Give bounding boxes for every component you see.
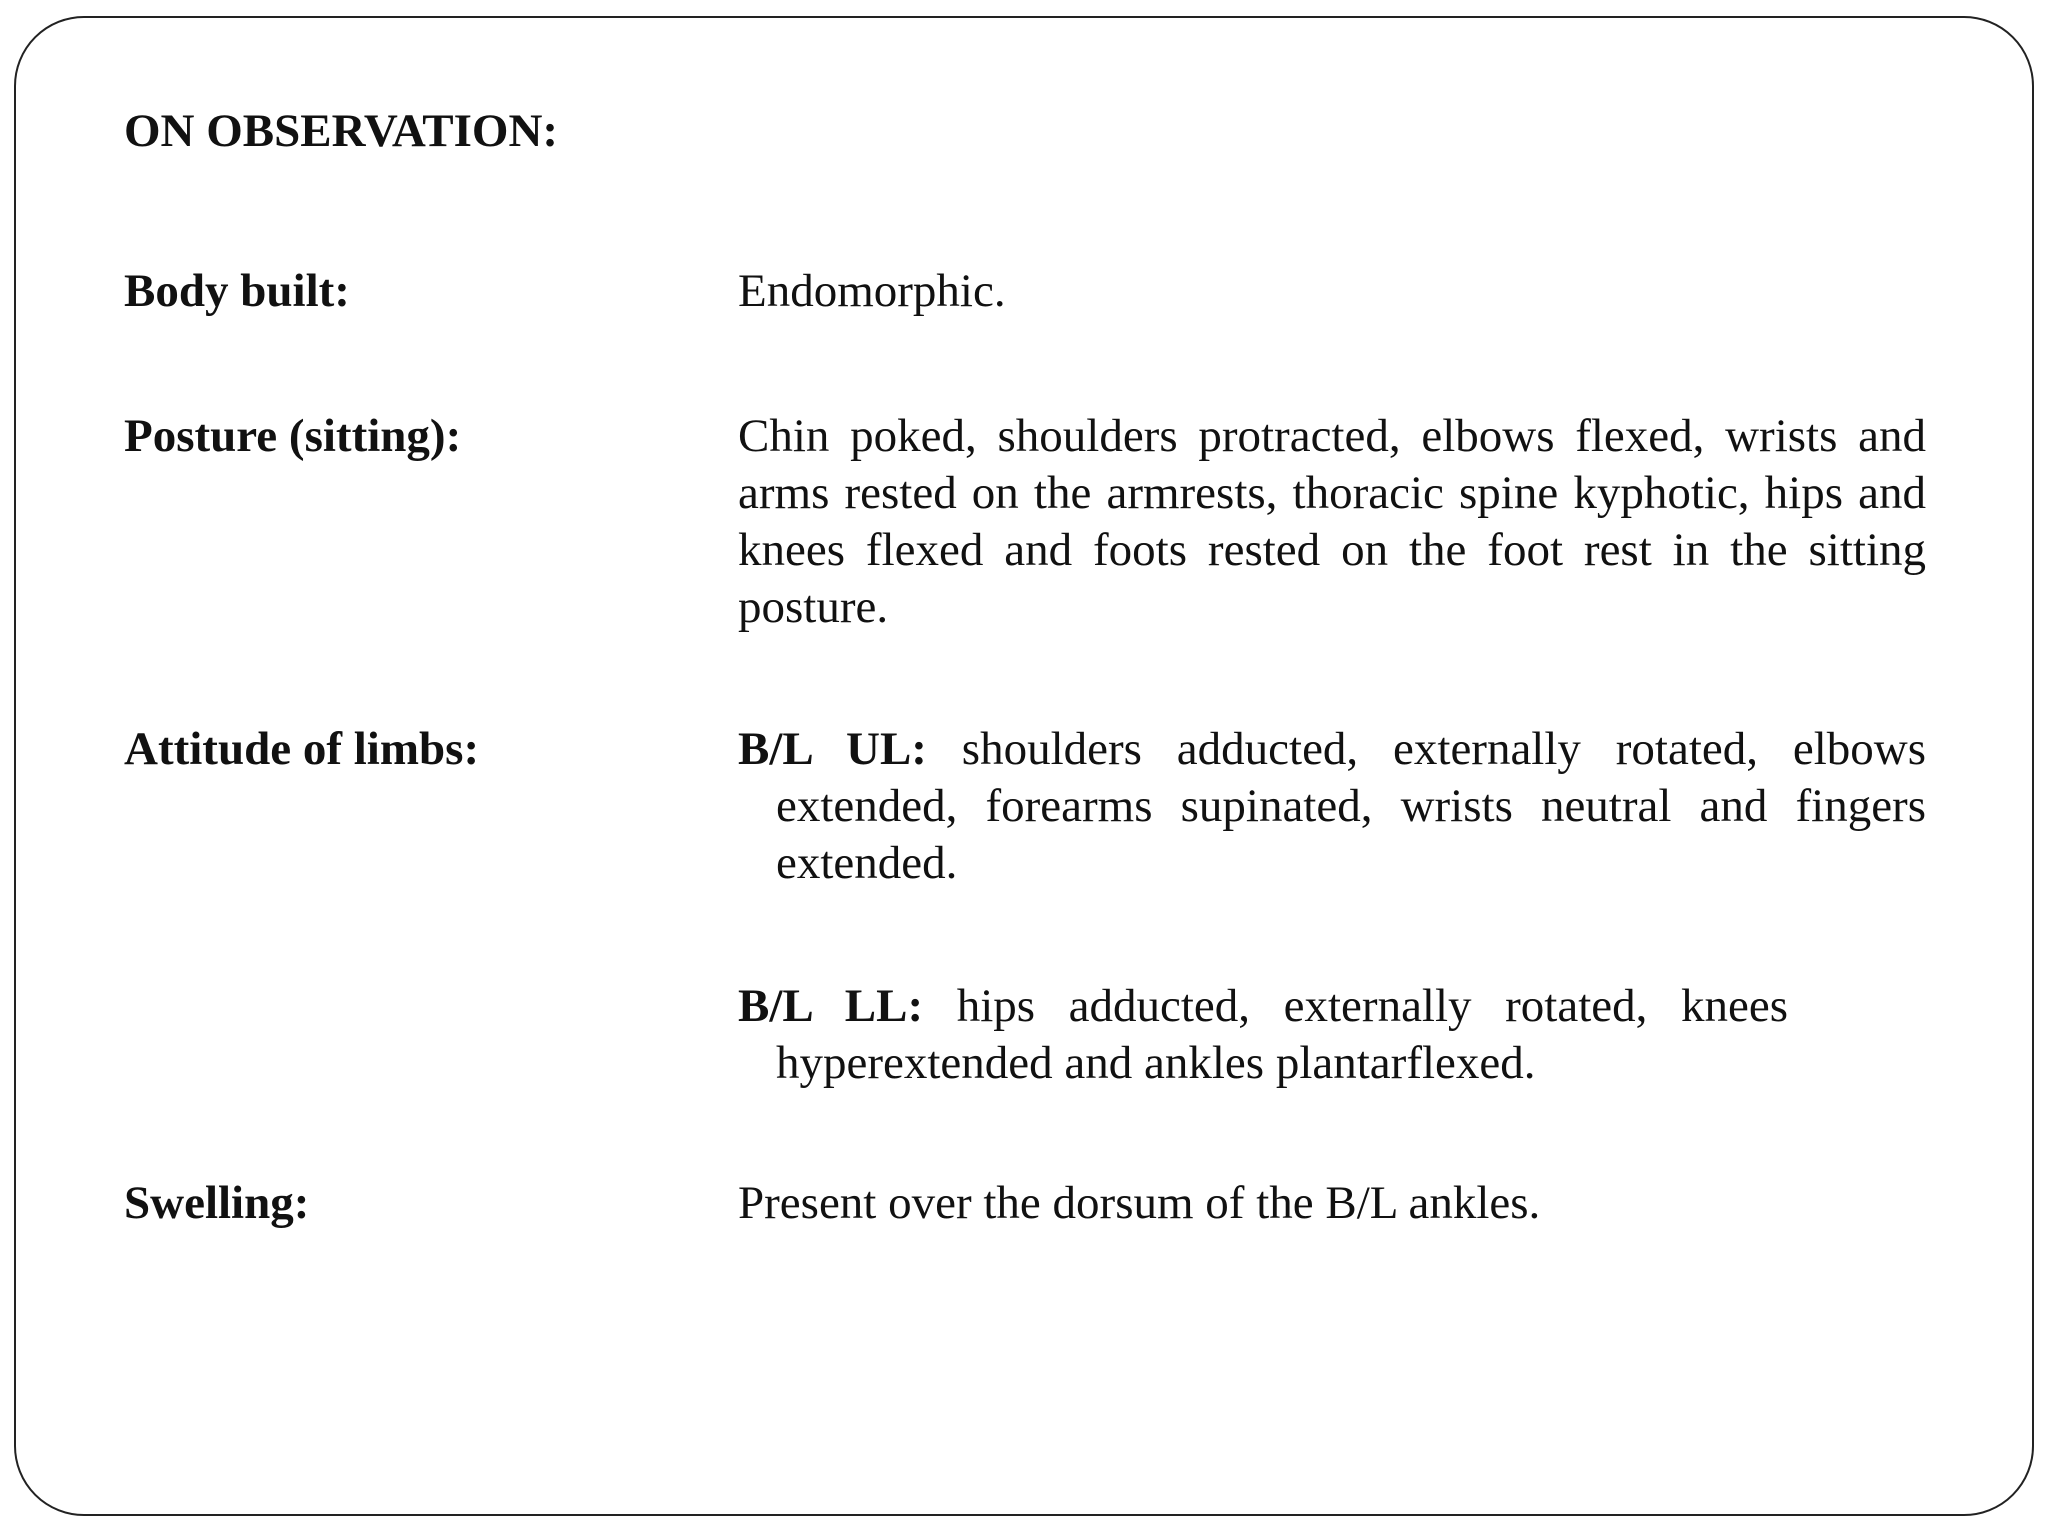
swelling-value: Present over the dorsum of the B/L ankles. xyxy=(738,1177,1541,1229)
swelling-label: Swelling: xyxy=(124,1177,310,1229)
body-built-value: Endomorphic. xyxy=(738,265,1006,317)
attitude-ll-paragraph xyxy=(738,978,1788,1092)
ul-subhead: B/L UL: xyxy=(738,723,927,775)
posture-value: Chin poked, shoulders protracted, elbows flexed, wrists and arms rested on the armrests, thoracic spine kyphotic, hips and knees flexed and foots rested on the foot rest in the sitting posture. xyxy=(738,410,1926,633)
ll-subhead: B/L LL: xyxy=(738,980,924,1032)
ll-text: hips adducted, externally rotated, knees hyperextended and ankles plantarflexed. xyxy=(776,980,1788,1089)
ul-text: shoulders adducted, externally rotated, elbows extended, forearms supinated, wrists neutral and fingers extended. xyxy=(776,723,1926,889)
body-built-label: Body built: xyxy=(124,265,350,317)
posture-label: Posture (sitting): xyxy=(124,410,462,462)
page-title: ON OBSERVATION: xyxy=(124,105,559,157)
attitude-label: Attitude of limbs: xyxy=(124,723,480,775)
attitude-ul-paragraph xyxy=(738,721,1926,892)
